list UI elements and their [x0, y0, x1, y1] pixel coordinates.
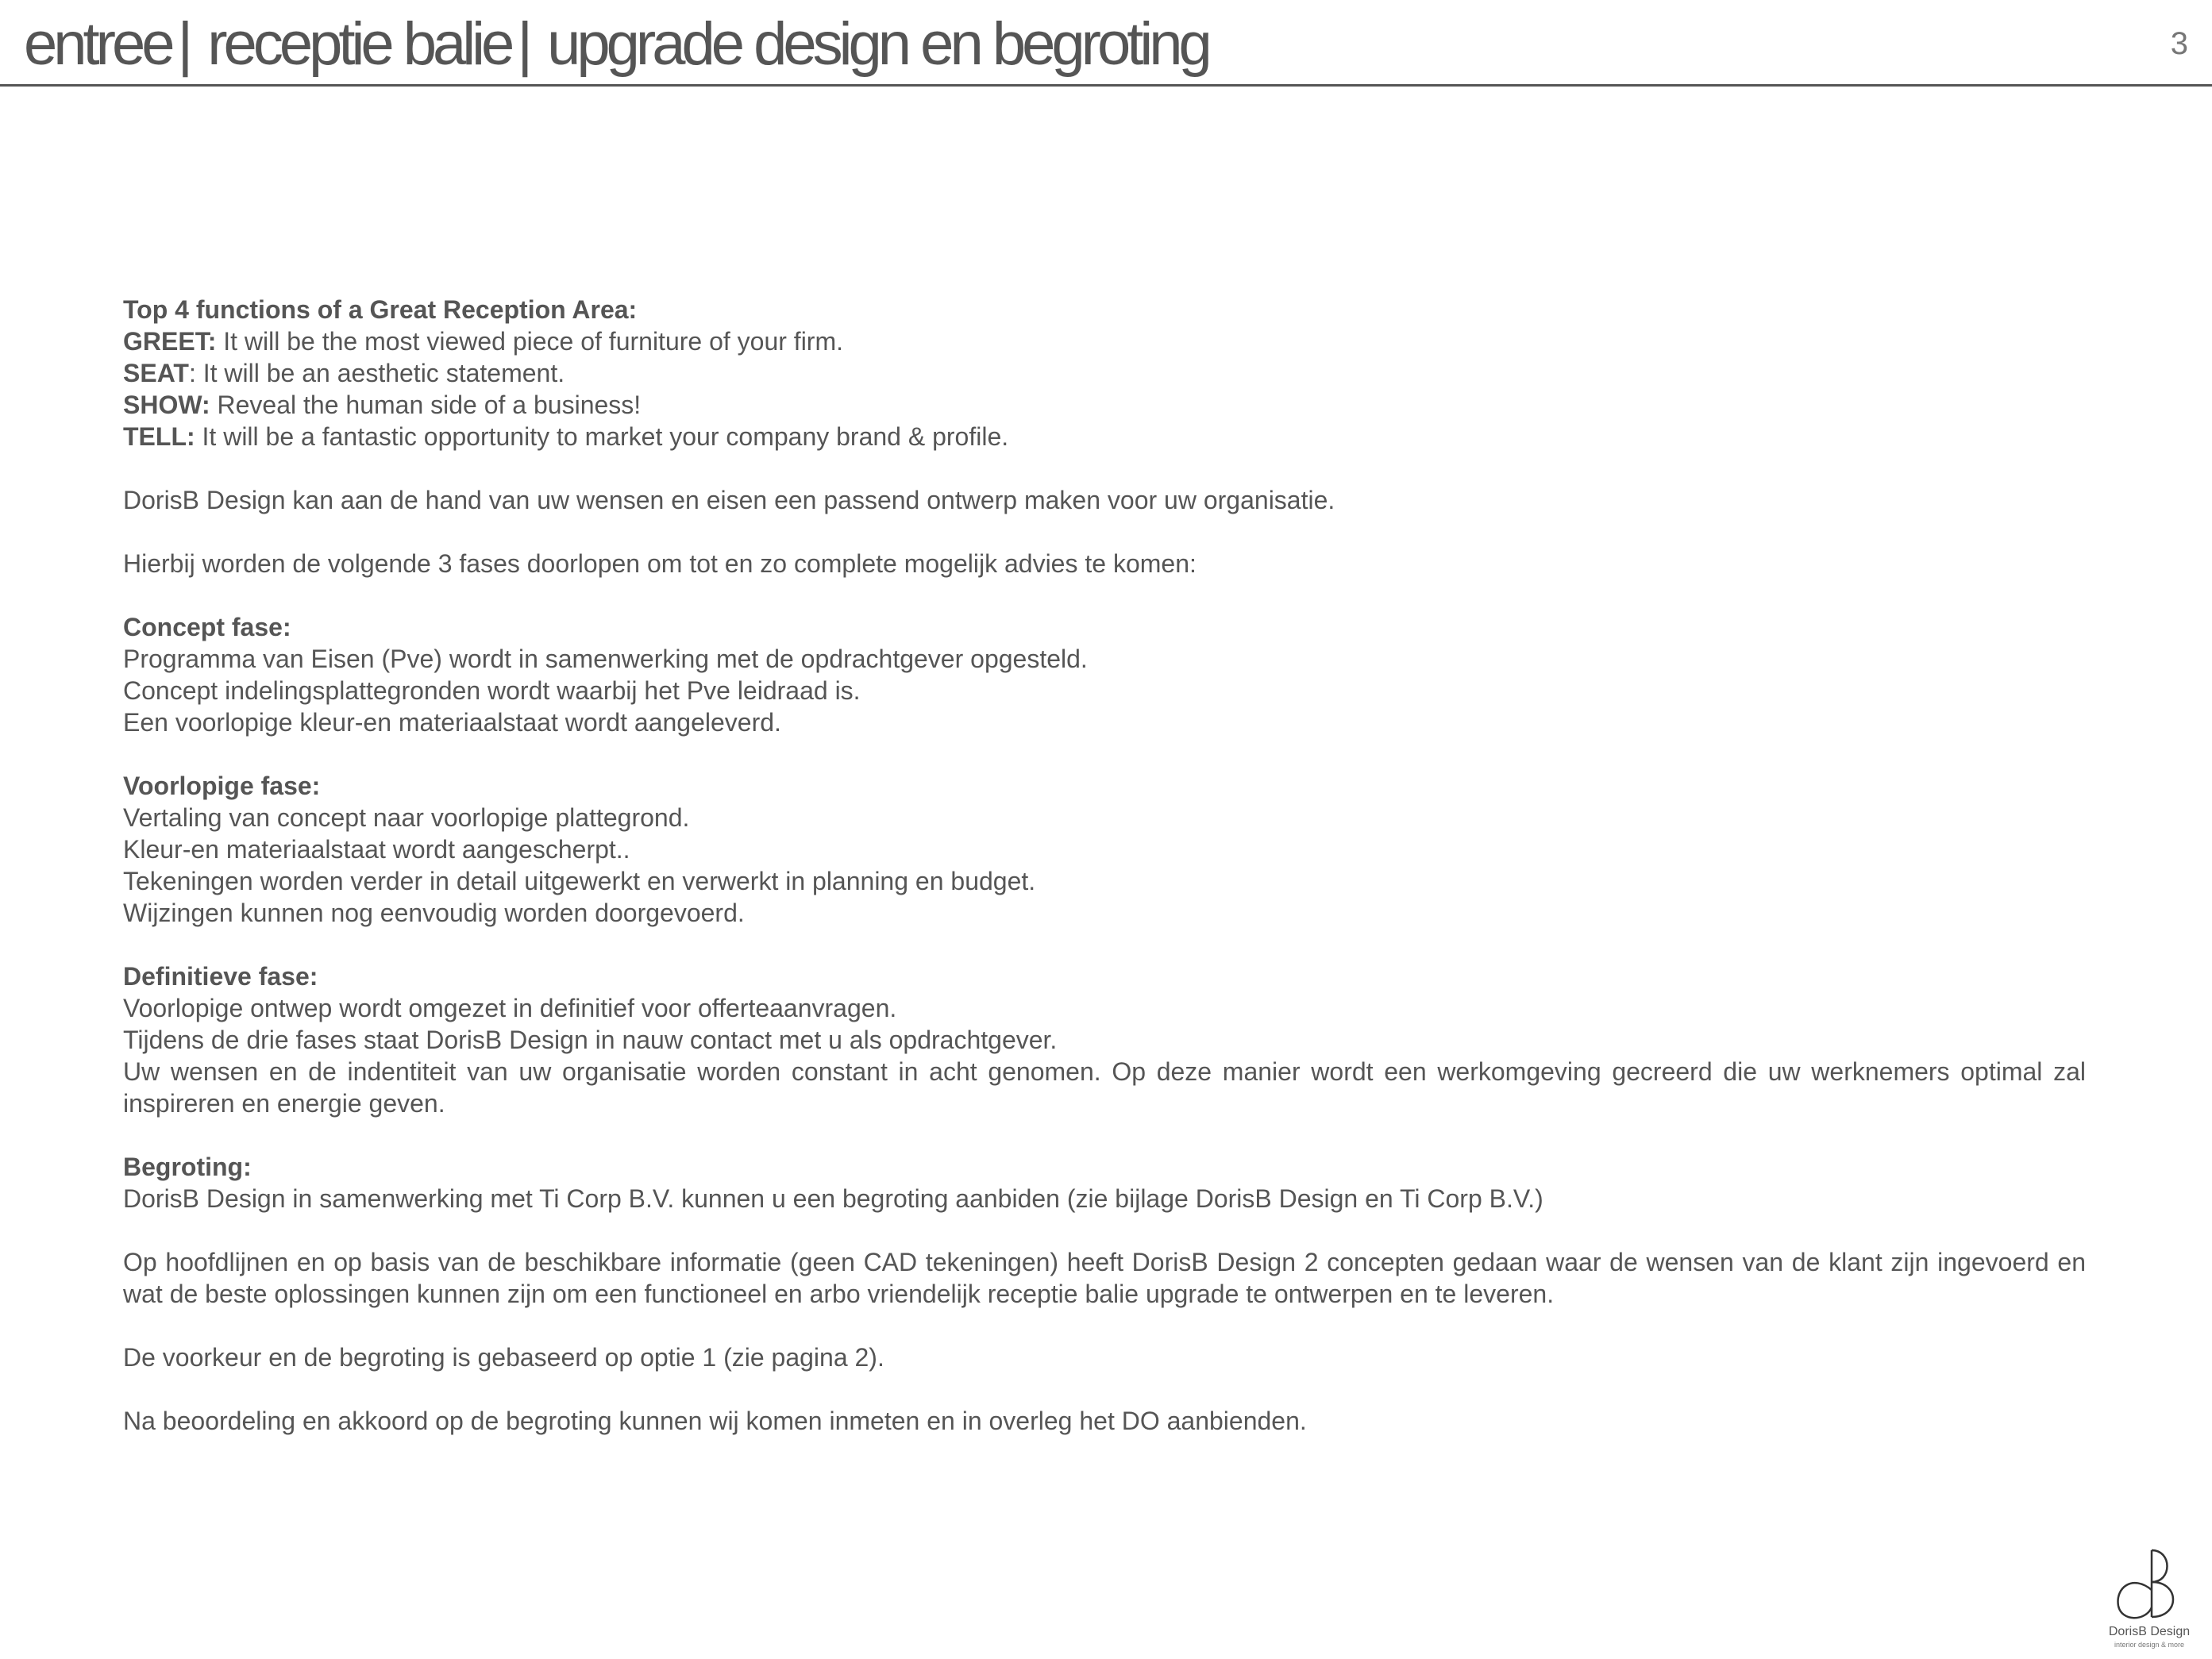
spacer [123, 1119, 2086, 1151]
function-seat: SEAT: It will be an aesthetic statement. [123, 359, 565, 387]
intro-paragraph-1: DorisB Design kan aan de hand van uw wensen en eisen een passend ontwerp maken voor uw organisatie. [123, 486, 1335, 514]
begroting-paragraph: Op hoofdlijnen en op basis van de beschikbare informatie (geen CAD tekeningen) heeft DorisB Design 2 concepten gedaan waar de wensen van de klant zijn ingevoerd en wat de beste oplossingen kunnen zijn om een functioneel en arbo vriendelijk receptie balie upgrade te ontwerpen en te leveren. [123, 1248, 2086, 1308]
spacer [123, 738, 2086, 770]
logo-name: DorisB Design [2108, 1625, 2191, 1638]
title-part-entree: entree [24, 10, 171, 78]
title-separator-1: | [177, 10, 194, 78]
voorlopige-heading: Voorlopige fase: [123, 772, 321, 800]
voorlopige-line-2: Kleur-en materiaalstaat wordt aangescherpt.. [123, 835, 630, 864]
document-body [123, 294, 2086, 1437]
spacer [123, 1214, 2086, 1246]
title-part-receptie-balie: receptie balie [207, 10, 511, 78]
voorlopige-line-3: Tekeningen worden verder in detail uitgewerkt en verwerkt in planning en budget. [123, 867, 1036, 895]
company-logo [2106, 1544, 2193, 1651]
spacer [123, 1310, 2086, 1341]
definitieve-line-2: Tijdens de drie fases staat DorisB Design in nauw contact met u als opdrachtgever. [123, 1026, 1058, 1054]
begroting-heading: Begroting: [123, 1153, 252, 1181]
concept-line-2: Concept indelingsplattegronden wordt waarbij het Pve leidraad is. [123, 676, 861, 705]
afsluiting-paragraph: Na beoordeling en akkoord op de begroting kunnen wij komen inmeten en in overleg het DO aanbienden. [123, 1407, 1307, 1435]
functions-heading: Top 4 functions of a Great Reception Area: [123, 295, 638, 324]
function-tell: TELL: It will be a fantastic opportunity to market your company brand & profile. [123, 422, 1009, 451]
spacer [123, 1373, 2086, 1405]
spacer [123, 929, 2086, 960]
definitieve-paragraph: Uw wensen en de indentiteit van uw organisatie worden constant in acht genomen. Op deze manier wordt een werkomgeving gecreerd die uw werknemers optimal zal inspireren en energie geven. [123, 1057, 2086, 1118]
voorlopige-line-1: Vertaling van concept naar voorlopige plattegrond. [123, 803, 690, 832]
begroting-line: DorisB Design in samenwerking met Ti Corp B.V. kunnen u een begroting aanbiden (zie bijlage DorisB Design en Ti Corp B.V.) [123, 1184, 1543, 1213]
title-separator-2: | [517, 10, 534, 78]
voorlopige-line-4: Wijzingen kunnen nog eenvoudig worden doorgevoerd. [123, 899, 745, 927]
logo-tagline: interior design & more [2114, 1641, 2185, 1649]
title-part-upgrade: upgrade design en begroting [547, 10, 1208, 78]
page-title [24, 5, 1208, 84]
intro-paragraph-2: Hierbij worden de volgende 3 fases doorlopen om tot en zo complete mogelijk advies te komen: [123, 549, 1197, 578]
spacer [123, 452, 2086, 484]
dorisb-monogram-icon [2114, 1544, 2185, 1623]
concept-heading: Concept fase: [123, 613, 291, 641]
definitieve-heading: Definitieve fase: [123, 962, 318, 991]
function-show: SHOW: Reveal the human side of a business! [123, 391, 642, 419]
voorkeur-paragraph: De voorkeur en de begroting is gebaseerd op optie 1 (zie pagina 2). [123, 1343, 884, 1372]
function-greet: GREET: It will be the most viewed piece of furniture of your firm. [123, 327, 843, 356]
concept-line-1: Programma van Eisen (Pve) wordt in samenwerking met de opdrachtgever opgesteld. [123, 645, 1088, 673]
definitieve-line-1: Voorlopige ontwep wordt omgezet in definitief voor offerteaanvragen. [123, 994, 897, 1022]
spacer [123, 579, 2086, 611]
spacer [123, 516, 2086, 548]
page-number: 3 [2170, 26, 2188, 61]
header-divider [0, 84, 2212, 87]
concept-line-3: Een voorlopige kleur-en materiaalstaat wordt aangeleverd. [123, 708, 781, 737]
